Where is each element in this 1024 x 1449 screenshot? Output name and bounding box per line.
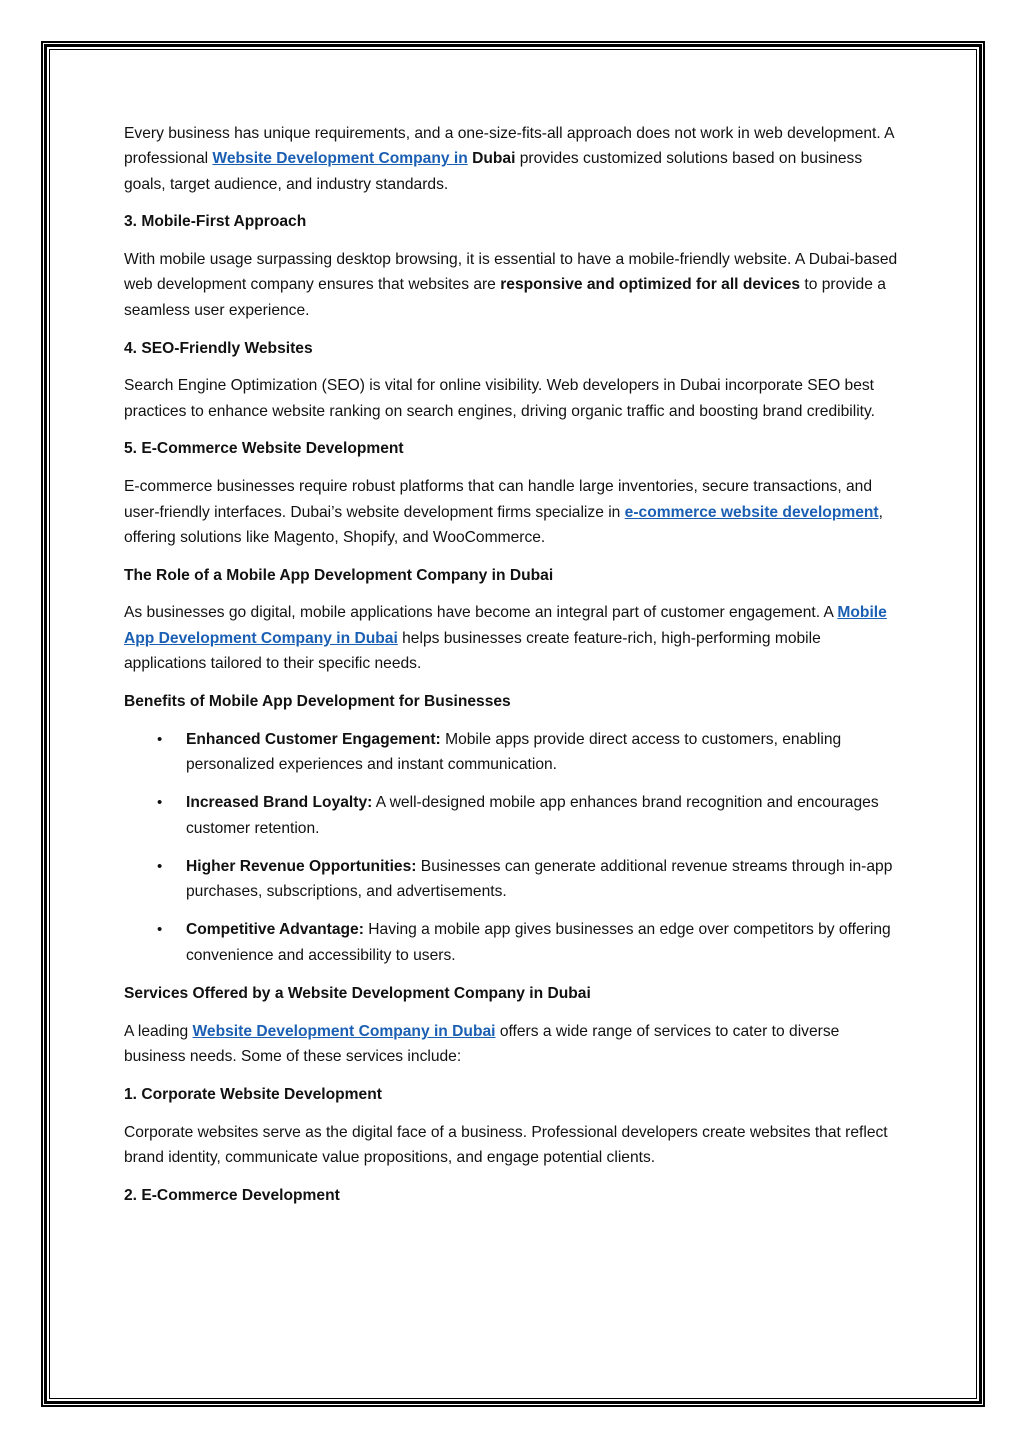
bullet-icon: • bbox=[157, 857, 163, 875]
mobile-first-paragraph bbox=[124, 247, 899, 323]
heading-mobile-role: The Role of a Mobile App Development Company in Dubai bbox=[124, 566, 554, 584]
mobile-first-bold: responsive and optimized for all devices bbox=[500, 276, 801, 294]
heading-ecommerce-development: 2. E-Commerce Development bbox=[124, 1186, 340, 1204]
intro-text: Every business has unique requirements, and a one-size-fits-all approach does not work in web development. A professional bbox=[124, 125, 894, 168]
website-development-company-link[interactable]: Website Development Company in Dubai bbox=[192, 1022, 496, 1040]
mobile-app-development-link[interactable]: Mobile App Development Company in Dubai bbox=[124, 604, 887, 647]
mobile-role-text: As businesses go digital, mobile applications have become an integral part of customer engagement. A bbox=[124, 604, 838, 622]
website-development-link[interactable]: Website Development Company in bbox=[212, 150, 468, 168]
ecommerce-text: E-commerce businesses require robust platforms that can handle large inventories, secure transactions, and user-friendly interfaces. Dubai’s website development firms specialize in bbox=[124, 478, 873, 521]
heading-corporate: 1. Corporate Website Development bbox=[124, 1085, 382, 1103]
services-paragraph bbox=[124, 1019, 899, 1070]
mobile-role-paragraph bbox=[124, 600, 899, 676]
benefits-list bbox=[124, 727, 899, 968]
benefit-text: Having a mobile app gives businesses an edge over competitors by offering convenience and accessibility to users. bbox=[186, 921, 891, 964]
benefit-text: Businesses can generate additional revenue streams through in-app purchases, subscriptions, and advertisements. bbox=[186, 857, 893, 901]
ecommerce-paragraph bbox=[124, 474, 899, 550]
services-text: A leading bbox=[124, 1022, 193, 1040]
list-item bbox=[124, 917, 899, 968]
bullet-icon: • bbox=[157, 730, 163, 748]
intro-text-end: provides customized solutions based on business goals, target audience, and industry standards. bbox=[124, 150, 863, 193]
bullet-icon: • bbox=[157, 921, 163, 939]
services-text-end: offers a wide range of services to cater to diverse business needs. Some of these services include: bbox=[124, 1022, 840, 1066]
benefit-text: A well-designed mobile app enhances brand recognition and encourages customer retention. bbox=[186, 794, 879, 837]
list-item bbox=[124, 854, 899, 905]
mobile-first-text: With mobile usage surpassing desktop browsing, it is essential to have a mobile-friendly website. A Dubai-based web development company ensures that websites are bbox=[124, 251, 898, 294]
benefit-text: Mobile apps provide direct access to customers, enabling personalized experiences and instant communication. bbox=[186, 730, 842, 773]
ecommerce-link[interactable]: e-commerce website development bbox=[624, 503, 879, 521]
heading-ecommerce: 5. E-Commerce Website Development bbox=[124, 440, 404, 458]
heading-benefits: Benefits of Mobile App Development for Businesses bbox=[124, 692, 511, 710]
benefit-label: Higher Revenue Opportunities: bbox=[186, 857, 417, 875]
bullet-icon: • bbox=[157, 794, 163, 812]
mobile-first-text-end: to provide a seamless user experience. bbox=[124, 276, 886, 319]
benefit-label: Enhanced Customer Engagement: bbox=[186, 730, 441, 748]
ecommerce-text-end: , offering solutions like Magento, Shopify, and WooCommerce. bbox=[124, 503, 883, 546]
document-body bbox=[124, 121, 899, 1221]
list-item bbox=[124, 727, 899, 778]
intro-bold-dubai: Dubai bbox=[472, 150, 516, 168]
intro-paragraph bbox=[124, 121, 899, 197]
seo-paragraph: Search Engine Optimization (SEO) is vital for online visibility. Web developers in Dubai incorporate SEO best practices to enhance website ranking on search engines, driving organic traffic and boosting brand credibility. bbox=[124, 377, 875, 420]
list-item bbox=[124, 790, 899, 841]
heading-seo: 4. SEO-Friendly Websites bbox=[124, 339, 313, 357]
corporate-paragraph: Corporate websites serve as the digital face of a business. Professional developers create websites that reflect brand identity, communicate value propositions, and engage potential clients. bbox=[124, 1123, 888, 1166]
heading-mobile-first: 3. Mobile-First Approach bbox=[124, 213, 307, 231]
heading-services: Services Offered by a Website Development Company in Dubai bbox=[124, 985, 591, 1003]
mobile-role-text-end: helps businesses create feature-rich, high-performing mobile applications tailored to their specific needs. bbox=[124, 629, 821, 673]
benefit-label: Increased Brand Loyalty: bbox=[186, 794, 373, 812]
benefit-label: Competitive Advantage: bbox=[186, 921, 364, 939]
